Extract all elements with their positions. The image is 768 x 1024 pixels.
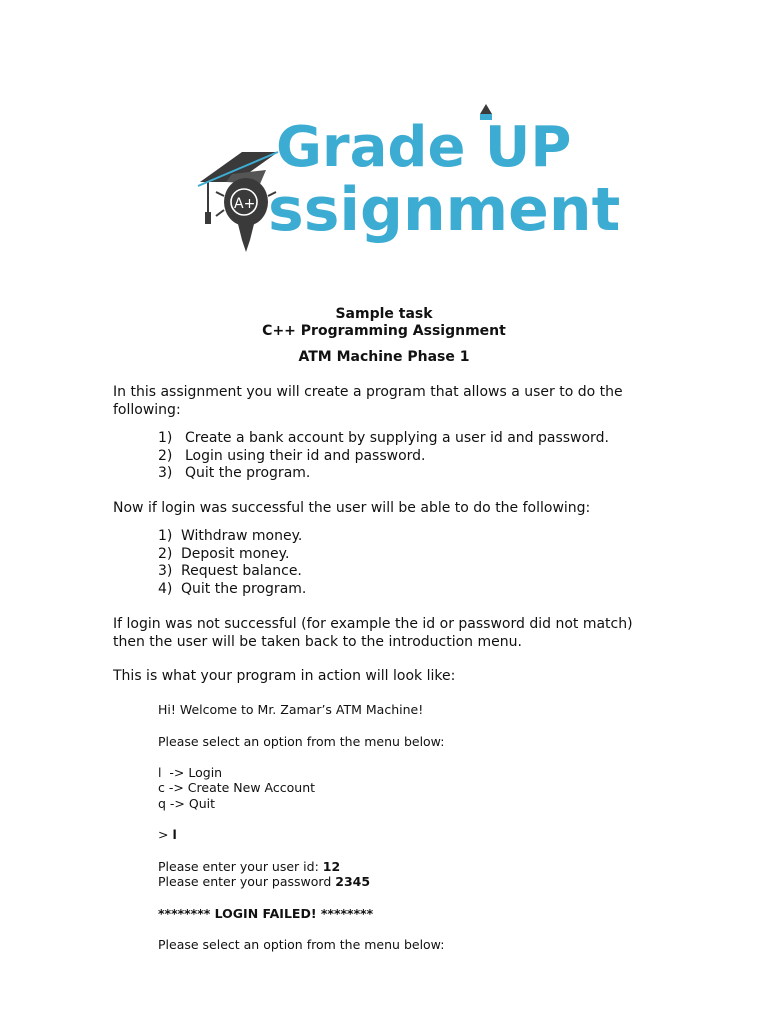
login-success-paragraph: Now if login was successful the user will be able to do the following: [113, 500, 591, 516]
console-password: Please enter your password 2345 [158, 874, 371, 889]
grade-up-assignment-logo [196, 100, 621, 260]
program-action-paragraph: This is what your program in action will look like: [113, 668, 456, 684]
title-assignment: C++ Programming Assignment [262, 323, 506, 339]
logo-badge: A+ [234, 196, 256, 212]
title-phase: ATM Machine Phase 1 [298, 349, 470, 365]
lightbulb-pen-icon [216, 178, 276, 252]
list-item: 3) Request balance. [158, 563, 302, 579]
list-item: 2) Login using their id and password. [158, 447, 426, 464]
console-welcome: Hi! Welcome to Mr. Zamar’s ATM Machine! [158, 702, 424, 717]
logged-in-options-list [158, 528, 306, 598]
console-login-failed: ******** LOGIN FAILED! ******** [158, 906, 374, 921]
login-failed-paragraph: If login was not successful (for example the id or password did not match) then the user will be taken back to the introduction menu. [113, 616, 633, 650]
list-item: 2) Deposit money. [158, 545, 290, 562]
console-menu-quit: q -> Quit [158, 796, 216, 811]
console-menu-create: c -> Create New Account [158, 780, 316, 795]
console-menu-login: l -> Login [158, 765, 223, 780]
console-prompt: > l [158, 827, 177, 842]
list-item: 1) Create a bank account by supplying a user id and password. [158, 430, 609, 446]
intro-paragraph: In this assignment you will create a program that allows a user to do the following: [113, 384, 623, 418]
logo-line2: ssignment [268, 175, 621, 245]
title-sample-task: Sample task [335, 306, 433, 322]
list-item: 3) Quit the program. [158, 465, 311, 481]
console-select-prompt-2: Please select an option from the menu below: [158, 937, 445, 952]
console-select-prompt: Please select an option from the menu below: [158, 734, 445, 749]
list-item: 4) Quit the program. [158, 580, 307, 597]
account-options-list [158, 430, 609, 483]
console-userid: Please enter your user id: 12 [158, 859, 341, 874]
logo-line1: Grade UP [276, 115, 572, 180]
list-item: 1) Withdraw money. [158, 528, 303, 544]
